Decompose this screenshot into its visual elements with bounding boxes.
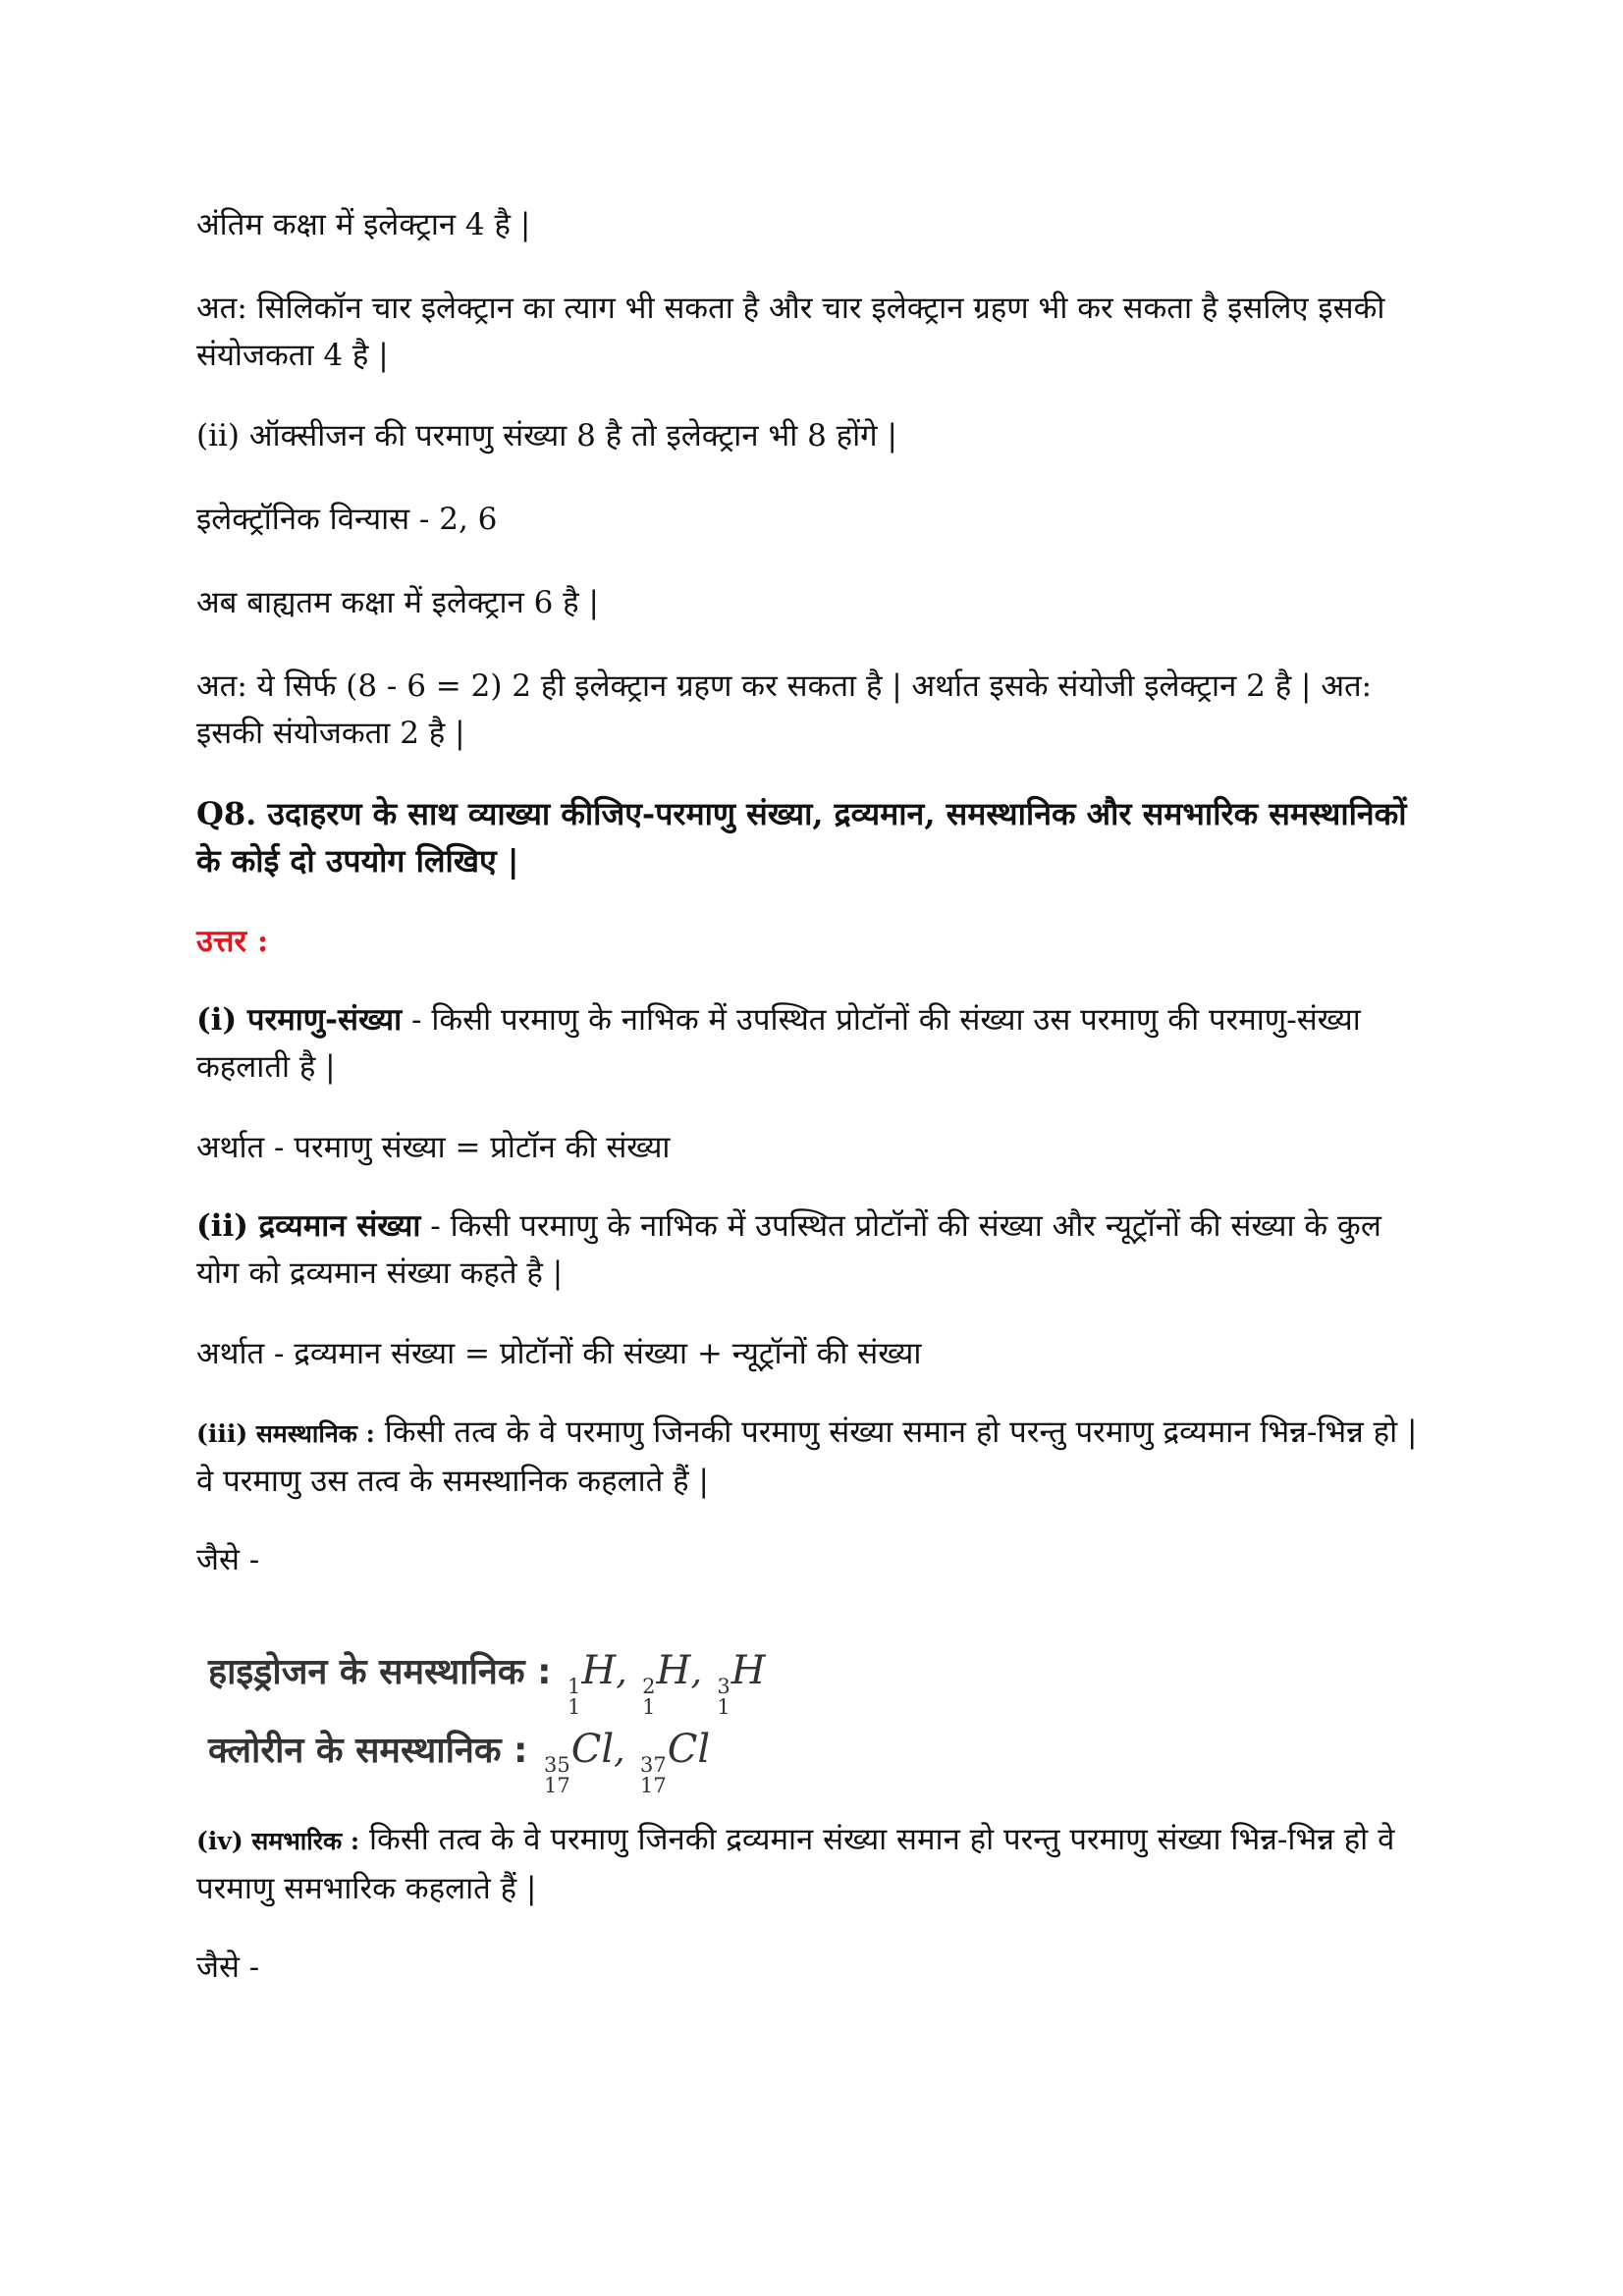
isobars-example-label: जैसे - <box>196 1949 260 1985</box>
paragraph-oxygen-atomic-number: (ii) ऑक्सीजन की परमाणु संख्या 8 है तो इलेक्ट्रान भी 8 होंगे | <box>196 418 897 454</box>
atomic-number: 1 <box>568 1695 581 1719</box>
paragraph-last-shell-electrons: अंतिम कक्षा में इलेक्ट्रान 4 है | <box>196 207 531 242</box>
element-symbol: H <box>581 1648 617 1693</box>
formula-atomic-number: अर्थात - परमाणु संख्या = प्रोटॉन की संख्या <box>196 1130 671 1165</box>
hydrogen-isotopes-label: हाइड्रोजन के समस्थानिक : <box>208 1652 552 1692</box>
term-mass-number: (ii) द्रव्यमान संख्या <box>196 1208 421 1244</box>
answer-label: उत्तर : <box>196 924 269 959</box>
nuclide-h-1 <box>568 1639 616 1718</box>
paragraph-electronic-configuration: इलेक्ट्रॉनिक विन्यास - 2, 6 <box>196 502 498 537</box>
mass-number: 37 <box>640 1753 667 1777</box>
nuclide-scripts <box>717 1677 730 1718</box>
term-atomic-number: (i) परमाणु-संख्या <box>196 1002 403 1038</box>
mass-number: 2 <box>642 1675 656 1698</box>
isotope-examples-figure <box>208 1639 1092 1796</box>
atomic-number: 17 <box>544 1774 570 1797</box>
hydrogen-isotopes-row <box>208 1639 1092 1718</box>
nuclide-scripts <box>640 1755 667 1796</box>
nuclide-cl-35 <box>544 1718 614 1796</box>
definition-isobars <box>196 1816 1424 1912</box>
definition-isotopes <box>196 1409 1424 1505</box>
nuclide-scripts <box>568 1677 580 1718</box>
mass-number: 3 <box>717 1675 730 1698</box>
definition-mass-number-text: - किसी परमाणु के नाभिक में उपस्थित प्रोटॉनों की संख्या और न्यूट्रॉनों की संख्या के कुल योग को द्रव्यमान संख्या कहते है | <box>196 1208 1381 1291</box>
formula-mass-number: अर्थात - द्रव्यमान संख्या = प्रोटॉनों की संख्या + न्यूट्रॉनों की संख्या <box>196 1336 922 1371</box>
hydrogen-nuclides <box>564 1648 766 1719</box>
isotopes-example-label: जैसे - <box>196 1542 260 1577</box>
mass-number: 1 <box>568 1675 581 1698</box>
element-symbol: H <box>656 1648 691 1693</box>
element-symbol: H <box>730 1648 766 1693</box>
term-isotopes: (iii) समस्थानिक : <box>196 1419 375 1448</box>
paragraph-outer-shell-electrons: अब बाह्यतम कक्षा में इलेक्ट्रान 6 है | <box>196 585 599 620</box>
paragraph-oxygen-valency: अत: ये सिर्फ (8 - 6 = 2) 2 ही इलेक्ट्रान ग्रहण कर सकता है | अर्थात इसके संयोजी इलेक्ट्रान 2 है | अत: इसकी संयोजकता 2 है | <box>196 668 1373 751</box>
element-symbol: Cl <box>570 1727 615 1772</box>
atomic-number: 1 <box>717 1695 730 1719</box>
definition-isotopes-text: किसी तत्व के वे परमाणु जिनकी परमाणु संख्या समान हो परन्तु परमाणु द्रव्यमान भिन्न-भिन्न हो | वे परमाणु उस तत्व के समस्थानिक कहलाते हैं | <box>196 1415 1418 1499</box>
paragraph-silicon-valency: अत: सिलिकॉन चार इलेक्ट्रान का त्याग भी सकता है और चार इलेक्ट्रान ग्रहण भी कर सकता है इसलिए इसकी संयोजकता 4 है | <box>196 291 1385 373</box>
atomic-number: 17 <box>640 1774 667 1797</box>
nuclide-h-3 <box>717 1639 765 1718</box>
chlorine-isotopes-row <box>208 1718 1092 1796</box>
separator-comma: , <box>616 1652 639 1692</box>
chlorine-isotopes-label: क्लोरीन के समस्थानिक : <box>208 1731 528 1771</box>
element-symbol: Cl <box>667 1727 711 1772</box>
definition-isobars-text: किसी तत्व के वे परमाणु जिनकी द्रव्यमान संख्या समान हो परन्तु परमाणु संख्या भिन्न-भिन्न हो वे परमाणु समभारिक कहलाते हैं | <box>196 1822 1395 1906</box>
separator-comma: , <box>614 1731 637 1771</box>
term-isobars: (iv) समभारिक : <box>196 1827 360 1855</box>
nuclide-cl-37 <box>640 1718 710 1796</box>
separator-comma: , <box>690 1652 714 1692</box>
definition-atomic-number-text: - किसी परमाणु के नाभिक में उपस्थित प्रोटॉनों की संख्या उस परमाणु की परमाणु-संख्या कहलाती है | <box>196 1002 1361 1085</box>
nuclide-scripts <box>642 1677 655 1718</box>
definition-atomic-number <box>196 996 1424 1091</box>
mass-number: 35 <box>544 1753 570 1777</box>
nuclide-scripts <box>544 1755 570 1796</box>
nuclide-h-2 <box>642 1639 690 1718</box>
chlorine-nuclides <box>540 1727 711 1797</box>
question-q8: Q8. उदाहरण के साथ व्याख्या कीजिए-परमाणु संख्या, द्रव्यमान, समस्थानिक और समभारिक समस्थानिकों के कोई दो उपयोग लिखिए | <box>196 795 1407 880</box>
definition-mass-number <box>196 1202 1424 1297</box>
atomic-number: 1 <box>642 1695 656 1719</box>
